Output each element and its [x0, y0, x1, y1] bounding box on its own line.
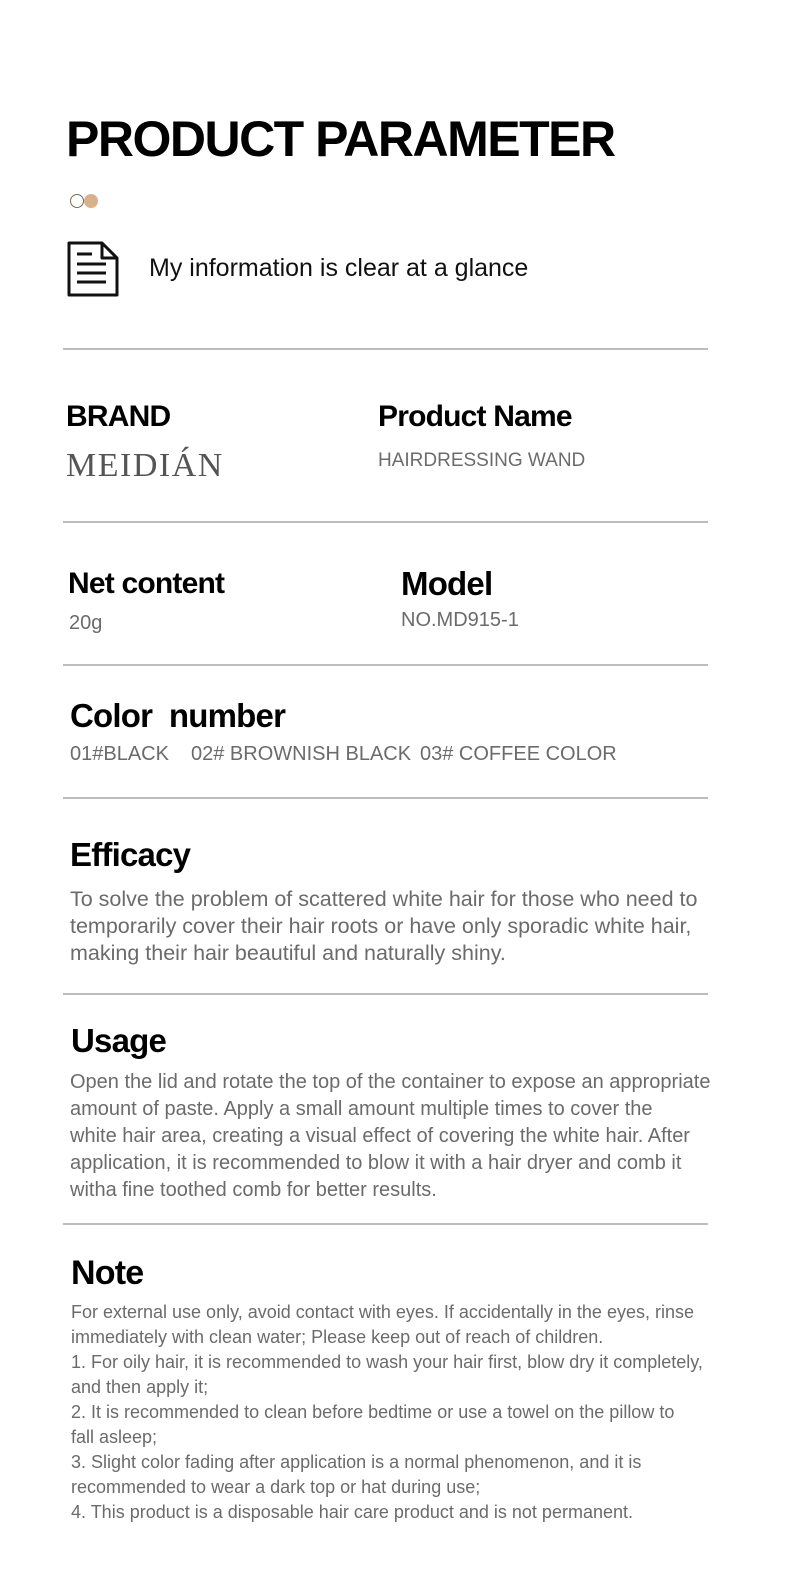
text-line: 1. For oily hair, it is recommended to wash your hair first, blow dry it completely,: [71, 1352, 703, 1372]
filled-dot: [84, 194, 98, 208]
tagline: My information is clear at a glance: [149, 254, 529, 282]
text-line: and then apply it;: [71, 1377, 209, 1397]
text-line: amount of paste. Apply a small amount multiple times to cover the: [70, 1098, 653, 1120]
text-line: white hair area, creating a visual effect of covering the white hair. After: [70, 1125, 690, 1147]
divider: [63, 348, 708, 350]
net-content-label: Net content: [68, 567, 225, 600]
text-line: 2. It is recommended to clean before bedtime or use a towel on the pillow to: [71, 1402, 675, 1422]
text-line: 3. Slight color fading after application is a normal phenomenon, and it is: [71, 1452, 642, 1472]
brand-logo: MEIDIÁN: [66, 447, 224, 484]
decorative-dots: [70, 194, 104, 210]
divider: [63, 664, 708, 666]
product-name-label: Product Name: [378, 400, 572, 433]
color-option: 01#BLACK: [70, 743, 169, 765]
net-content-value: 20g: [69, 612, 103, 634]
text-line: temporarily cover their hair roots or have only sporadic white hair,: [70, 914, 692, 938]
divider: [63, 521, 708, 523]
note-text: [71, 1300, 731, 1525]
color-option: 02# BROWNISH BLACK: [191, 743, 412, 765]
efficacy-label: Efficacy: [70, 836, 191, 873]
model-label: Model: [401, 565, 493, 602]
text-line: making their hair beautiful and naturally shiny.: [70, 941, 506, 965]
text-line: application, it is recommended to blow it with a hair dryer and comb it: [70, 1152, 682, 1174]
divider: [63, 993, 708, 995]
text-line: fall asleep;: [71, 1427, 158, 1447]
brand-label: BRAND: [66, 400, 171, 433]
color-number-label: Color number: [70, 697, 286, 734]
product-name-value: HAIRDRESSING WAND: [378, 450, 586, 471]
text-line: To solve the problem of scattered white hair for those who need to: [70, 887, 698, 911]
divider: [63, 1223, 708, 1225]
text-line: recommended to wear a dark top or hat during use;: [71, 1477, 481, 1497]
color-option: 03# COFFEE COLOR: [420, 743, 617, 765]
note-label: Note: [71, 1254, 144, 1292]
model-value: NO.MD915-1: [401, 609, 519, 631]
outline-dot: [70, 194, 84, 208]
usage-label: Usage: [71, 1022, 167, 1059]
efficacy-text: [70, 886, 730, 967]
document-icon: [66, 240, 120, 298]
text-line: 4. This product is a disposable hair care product and is not permanent.: [71, 1502, 633, 1522]
text-line: Open the lid and rotate the top of the container to expose an appropriate: [70, 1071, 711, 1093]
page-title: PRODUCT PARAMETER: [66, 111, 615, 167]
text-line: witha fine toothed comb for better results.: [70, 1179, 437, 1201]
divider: [63, 797, 708, 799]
usage-text: [70, 1069, 730, 1204]
text-line: immediately with clean water; Please keep out of reach of children.: [71, 1327, 604, 1347]
text-line: For external use only, avoid contact with eyes. If accidentally in the eyes, rinse: [71, 1302, 694, 1322]
